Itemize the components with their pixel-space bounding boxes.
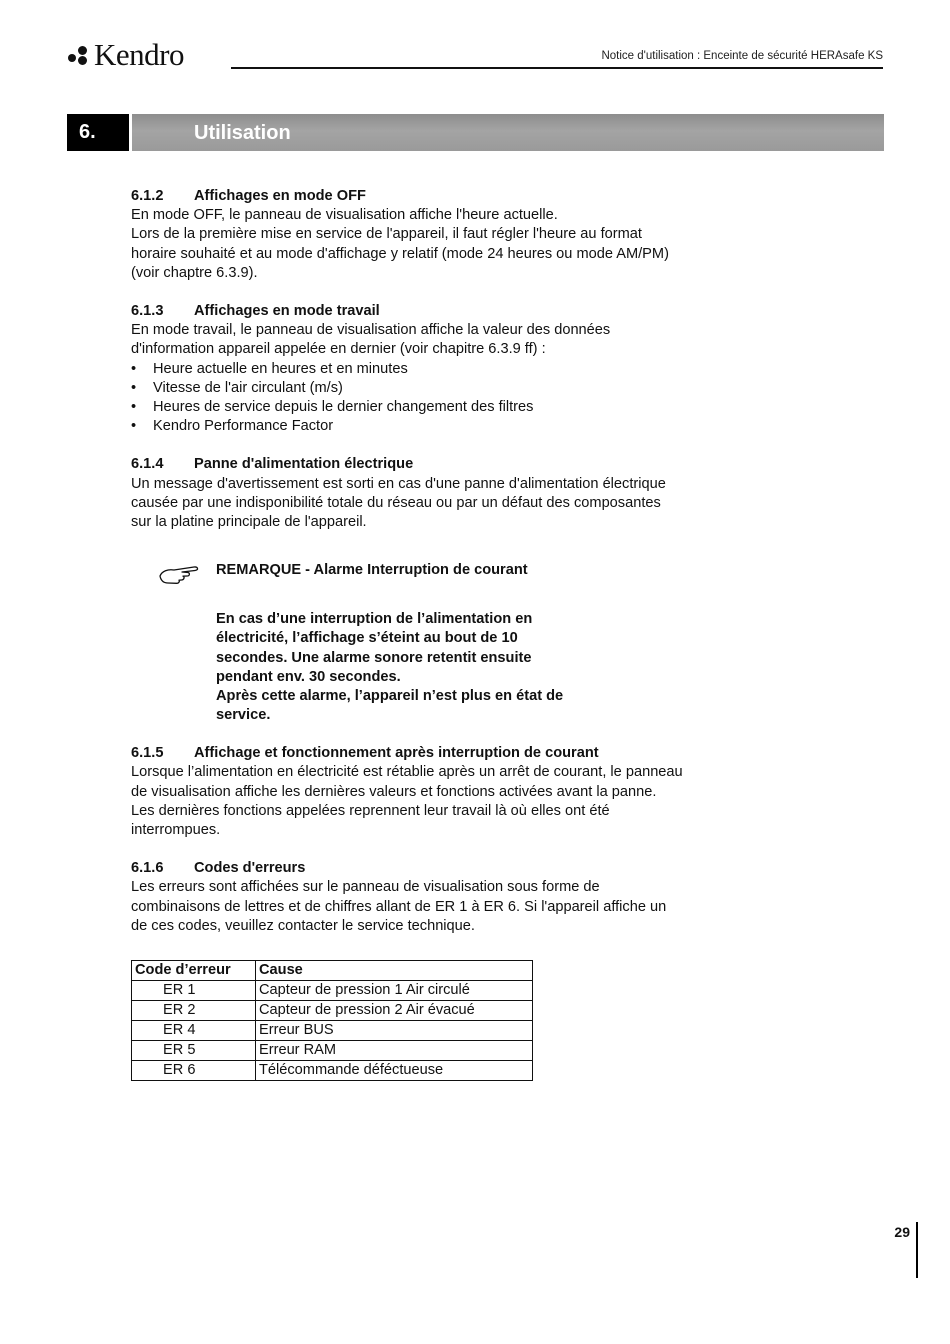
error-code-cell: ER 6	[132, 1061, 256, 1081]
list-item: • Heure actuelle en heures et en minutes	[131, 360, 683, 379]
note-title: REMARQUE - Alarme Interruption de courant	[216, 562, 528, 579]
section-heading-6-1-4	[131, 455, 683, 474]
document-title: Notice d'utilisation : Enceinte de sécurité HERAsafe KS	[601, 50, 883, 62]
error-code-cell: ER 2	[132, 1001, 256, 1021]
section-title: Affichage et fonctionnement après interruption de courant	[194, 745, 599, 762]
note-paragraph: Après cette alarme, l’appareil n’est plus en état de service.	[216, 688, 564, 724]
logo-dots-icon	[66, 42, 94, 68]
column-header: Cause	[256, 961, 533, 981]
chapter-number: 6.	[67, 114, 129, 151]
section-title: Affichages en mode travail	[194, 303, 380, 320]
paragraph: Lorsque l’alimentation en électricité est rétablie après un arrêt de courant, le panneau de visualisation affiche les dernières valeurs et fonctions activées avant la panne.	[131, 764, 683, 800]
table-row	[132, 981, 533, 1001]
error-code-cell: ER 5	[132, 1041, 256, 1061]
table-row	[132, 1001, 533, 1021]
table-header-row	[132, 961, 533, 981]
note-paragraph: En cas d’une interruption de l’alimentation en électricité, l’affichage s’éteint au bout de 10 secondes. Une alarme sonore retentit ensuite pendant env. 30 secondes.	[216, 611, 533, 685]
cause-cell: Erreur RAM	[256, 1041, 533, 1061]
header-rule	[231, 67, 883, 69]
chapter-title: Utilisation	[194, 122, 291, 144]
pointing-hand-icon	[158, 563, 202, 585]
list-item: • Kendro Performance Factor	[131, 417, 683, 436]
list-item: • Heures de service depuis le dernier changement des filtres	[131, 398, 683, 417]
section-title: Codes d'erreurs	[194, 860, 306, 877]
section-number: 6.1.5	[131, 745, 164, 762]
page-number-rule	[916, 1222, 918, 1278]
cause-cell: Capteur de pression 2 Air évacué	[256, 1001, 533, 1021]
bullet-list	[131, 360, 683, 437]
kendro-logo	[66, 38, 184, 72]
list-item: • Vitesse de l'air circulant (m/s)	[131, 379, 683, 398]
paragraph: Les erreurs sont affichées sur le panneau de visualisation sous forme de combinaisons de lettres et de chiffres allant de ER 1 à ER 6. Si l'appareil affiche un de ces codes, veuillez contacter le service technique.	[131, 879, 667, 934]
section-number: 6.1.4	[131, 456, 164, 473]
table-row	[132, 1021, 533, 1041]
logo-text: Kendro	[94, 37, 184, 72]
error-code-cell: ER 4	[132, 1021, 256, 1041]
paragraph: Les dernières fonctions appelées reprennent leur travail là où elles ont été interrompues.	[131, 802, 610, 839]
table-row	[132, 1061, 533, 1081]
section-title: Panne d'alimentation électrique	[194, 456, 414, 473]
cause-cell: Capteur de pression 1 Air circulé	[256, 981, 533, 1001]
note-box	[131, 561, 683, 734]
paragraph: En mode OFF, le panneau de visualisation affiche l'heure actuelle.	[131, 207, 558, 224]
section-number: 6.1.3	[131, 303, 164, 320]
section-heading-6-1-2	[131, 187, 683, 206]
paragraph: Lors de la première mise en service de l'appareil, il faut régler l'heure au format horaire souhaité et au mode d'affichage y relatif (mode 24 heures ou mode AM/PM) (voir chaptre 6.3.9).	[131, 226, 669, 281]
paragraph: Un message d'avertissement est sorti en cas d'une panne d'alimentation électrique causée par une indisponibilité totale du réseau ou par un défaut des composantes sur la platine principale de l'appareil.	[131, 475, 666, 531]
page-number: 29	[894, 1224, 910, 1240]
section-number: 6.1.2	[131, 188, 164, 204]
section-title: Affichages en mode OFF	[194, 188, 366, 204]
paragraph: En mode travail, le panneau de visualisation affiche la valeur des données d'information appareil appelée en dernier (voir chapitre 6.3.9 ff) :	[131, 322, 611, 358]
section-heading-6-1-5	[131, 744, 683, 763]
note-body	[216, 610, 571, 725]
error-code-cell: ER 1	[132, 981, 256, 1001]
cause-cell: Erreur BUS	[256, 1021, 533, 1041]
column-header: Code d’erreur	[132, 961, 256, 981]
section-number: 6.1.6	[131, 860, 164, 877]
error-codes-table	[131, 960, 533, 1081]
table-row	[132, 1041, 533, 1061]
section-heading-6-1-3	[131, 302, 683, 321]
cause-cell: Télécommande déféctueuse	[256, 1061, 533, 1081]
section-heading-6-1-6	[131, 859, 683, 878]
main-content	[131, 187, 683, 1081]
